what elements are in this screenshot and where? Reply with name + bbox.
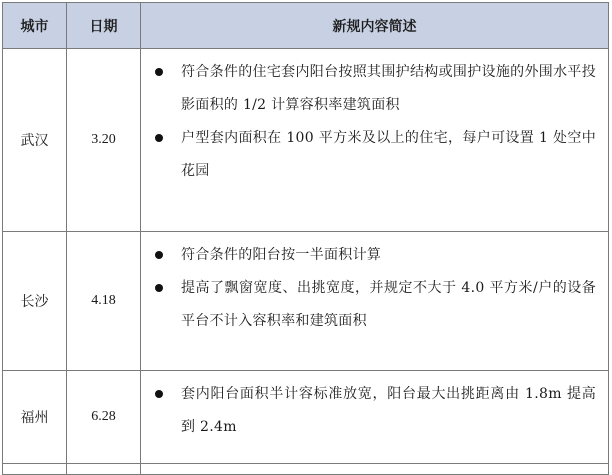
table-header — [3, 3, 609, 49]
date-cell: 3.20 — [67, 49, 141, 232]
description-cell — [141, 49, 609, 232]
city-cell: 长沙 — [3, 232, 67, 371]
city-cell: 武汉 — [3, 49, 67, 232]
list-item — [141, 378, 596, 444]
table-row — [3, 49, 609, 232]
date-cell: 6.28 — [67, 371, 141, 464]
table-row — [3, 232, 609, 371]
description-cell — [141, 371, 609, 464]
list-item — [141, 239, 596, 272]
policy-table — [2, 2, 609, 475]
bullet-text: 符合条件的阳台按一半面积计算 — [181, 247, 382, 263]
empty-cell — [67, 464, 141, 475]
list-item — [141, 56, 596, 122]
header-row — [3, 3, 609, 49]
empty-cell — [3, 464, 67, 475]
city-cell: 福州 — [3, 371, 67, 464]
bullet-icon — [141, 56, 181, 89]
bullet-text: 提高了飘窗宽度、出挑宽度，并规定不大于 4.0 平方米/户的设备平台不计入容积率和建筑面积 — [181, 280, 596, 329]
header-date: 日期 — [67, 3, 141, 49]
bullet-icon — [141, 272, 181, 305]
date-cell: 4.18 — [67, 232, 141, 371]
list-item — [141, 122, 596, 188]
bullet-icon — [141, 239, 181, 272]
list-item — [141, 272, 596, 338]
bullet-text: 户型套内面积在 100 平方米及以上的住宅，每户可设置 1 处空中花园 — [181, 130, 596, 179]
bullet-icon — [141, 122, 181, 155]
bullet-list — [141, 49, 608, 188]
bullet-text: 套内阳台面积半计容标准放宽，阳台最大出挑距离由 1.8m 提高到 2.4m — [181, 386, 596, 435]
header-city: 城市 — [3, 3, 67, 49]
bullet-icon — [141, 378, 181, 411]
table-row-partial — [3, 464, 609, 475]
bullet-list — [141, 232, 608, 338]
empty-cell — [141, 464, 609, 475]
description-cell — [141, 232, 609, 371]
bullet-text: 符合条件的住宅套内阳台按照其围护结构或围护设施的外围水平投影面积的 1/2 计算容积率建筑面积 — [181, 64, 596, 113]
bullet-list — [141, 371, 608, 444]
table-body — [3, 49, 609, 475]
table-row — [3, 371, 609, 464]
header-description: 新规内容简述 — [141, 3, 609, 49]
